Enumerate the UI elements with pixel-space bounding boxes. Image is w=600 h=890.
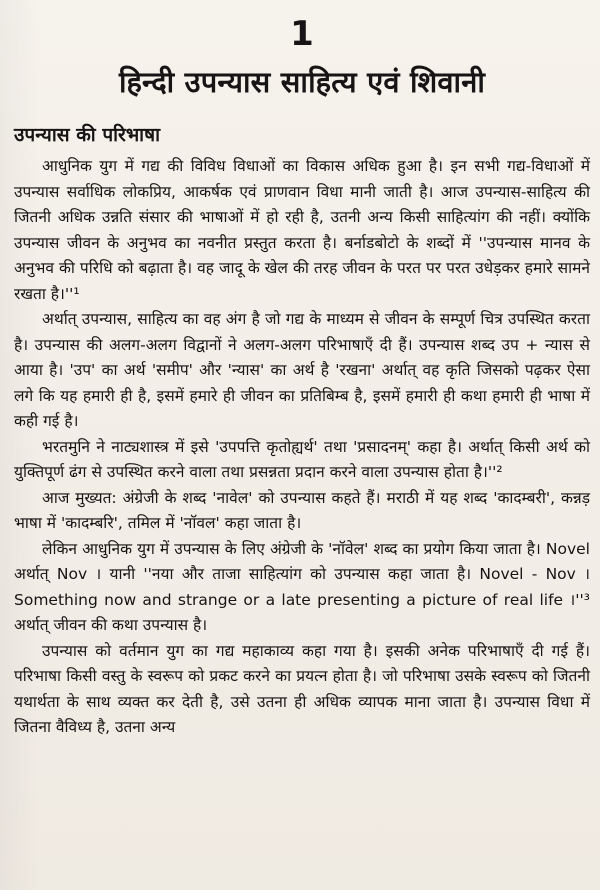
paragraph-3: भरतमुनि ने नाट्यशास्त्र में इसे 'उपपत्ति कृतोह्यर्थ' तथा 'प्रसादनम्' कहा है। अर्थात् किसी अर्थ को युक्तिपूर्ण ढंग से उपस्थित करने वाला तथा प्रसन्नता प्रदान करने वाला उपन्यास होता है।''² <box>14 437 590 481</box>
section-heading: उपन्यास की परिभाषा <box>14 124 161 146</box>
paragraph-5: लेकिन आधुनिक युग में उपन्यास के लिए अंग्रेजी के 'नॉवेल' शब्द का प्रयोग किया जाता है। Novel अर्थात् Nov । यानी ''नया और ताजा साहित्यांग को उपन्यास कहा जाता है। Novel - Nov । Something now and strange or a late presenting a picture of real life ।''³ अर्थात् जीवन की कथा उपन्यास है। <box>14 539 590 634</box>
chapter-title: हिन्दी उपन्यास साहित्य एवं शिवानी <box>118 65 486 99</box>
paragraph-6: उपन्यास को वर्तमान युग का गद्य महाकाव्य कहा गया है। इसकी अनेक परिभाषाएँ दी गई हैं। परिभाषा किसी वस्तु के स्वरूप को प्रकट करने का प्रयत्न होता है। जो परिभाषा उसके स्वरूप को जितनी यथार्थता के साथ व्यक्त कर देती है, उसे उतना ही अधिक व्यापक माना जाता है। उपन्यास विधा में जितना वैविध्य है, उतना अन्य <box>14 641 590 736</box>
paragraph-1: आधुनिक युग में गद्य की विविध विधाओं का विकास अधिक हुआ है। इन सभी गद्य-विधाओं में उपन्यास सर्वाधिक लोकप्रिय, आकर्षक एवं प्राणवान विधा मानी जाती है। आज उपन्यास-साहित्य की जितनी अधिक उन्नति संसार की भाषाओं में हो रही है, उतनी अन्य किसी साहित्यांग की नहीं। क्योंकि उपन्यास जीवन के अनुभव का नवनीत प्रस्तुत करता है। बर्नाडबोटो के शब्दों में ''उपन्यास मानव के अनुभव की परिधि को बढ़ाता है। वह जादू के खेल की तरह जीवन के परत पर परत उधेड़कर हमारे सामने रखता है।''¹ <box>14 157 590 303</box>
body-text <box>14 154 590 741</box>
paragraph-4: आज मुख्यत: अंग्रेजी के शब्द 'नावेल' को उपन्यास कहते हैं। मराठी में यह शब्द 'कादम्बरी', कन्नड़ भाषा में 'कादम्बरि', तमिल में 'नॉवल' कहा जाता है। <box>14 488 590 532</box>
paragraph-2: अर्थात् उपन्यास, साहित्य का वह अंग है जो गद्य के माध्यम से जीवन के सम्पूर्ण चित्र उपस्थित करता है। उपन्यास की अलग-अलग विद्वानों ने अलग-अलग परिभाषाएँ दी हैं। उपन्यास शब्द उप + न्यास से आया है। 'उप' का अर्थ 'समीप' और 'न्यास' का अर्थ है 'रखना' अर्थात् वह कृति जिसको पढ़कर ऐसा लगे कि यह हमारी ही है, इसमें हमारे ही जीवन का प्रतिबिम्ब है, इसमें हमारी ही कथा हमारी ही भाषा में कही गई है। <box>14 310 590 430</box>
chapter-number: 1 <box>290 14 314 54</box>
